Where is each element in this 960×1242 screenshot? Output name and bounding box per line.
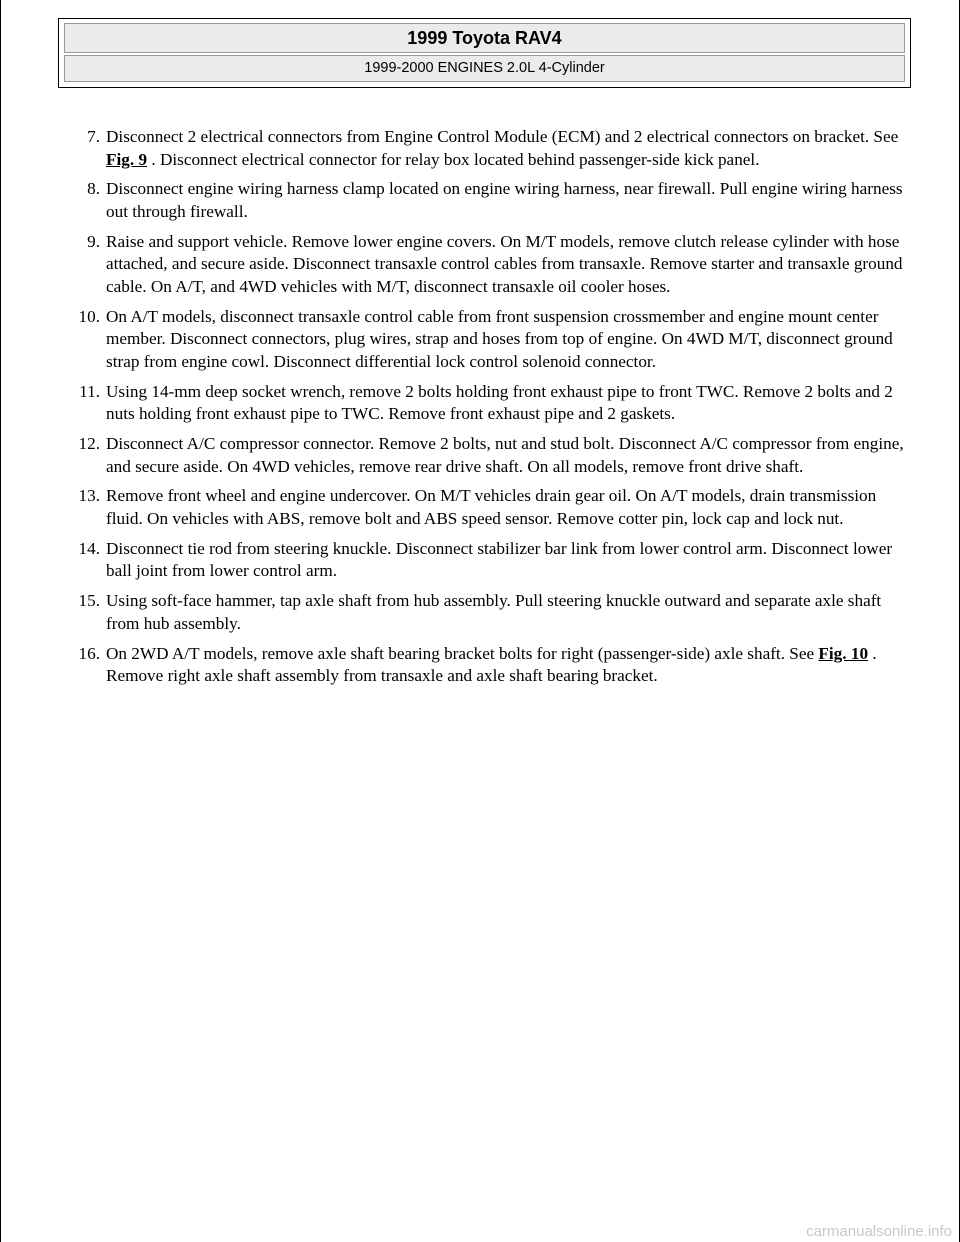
step-number: 13. [78, 486, 100, 506]
figure-link[interactable]: Fig. 9 [106, 149, 148, 169]
step-text: Disconnect A/C compressor connector. Remove 2 bolts, nut and stud bolt. Disconnect A/C compressor from engine, and secure aside. On 4WD vehicles, remove rear drive shaft. On all models, remove front drive shaft. [106, 434, 904, 476]
watermark-text: carmanualsonline.info [806, 1223, 952, 1240]
step-number: 10. [78, 306, 100, 326]
step-text: Disconnect tie rod from steering knuckle. Disconnect stabilizer bar link from lower control arm. Disconnect lower ball joint from lower control arm. [106, 538, 893, 581]
step-number: 11. [79, 381, 100, 401]
procedure-step [62, 643, 908, 688]
document-subtitle: 1999-2000 ENGINES 2.0L 4-Cylinder [64, 55, 905, 82]
step-number: 15. [78, 591, 100, 611]
step-text: . Remove right axle shaft assembly from transaxle and axle shaft bearing bracket. [106, 643, 877, 686]
procedure-step [62, 306, 908, 374]
procedure-step [62, 126, 908, 171]
procedure-step [62, 485, 908, 530]
procedure-steps-list [62, 126, 908, 688]
page-header [58, 18, 911, 88]
figure-link[interactable]: Fig. 10 [818, 643, 869, 663]
step-text: Remove front wheel and engine undercover. On M/T vehicles drain gear oil. On A/T models, drain transmission fluid. On vehicles with ABS, remove bolt and ABS speed sensor. Remove cotter pin, lock cap and lock nut. [106, 486, 877, 529]
step-number: 12. [78, 434, 100, 454]
step-text: Disconnect engine wiring harness clamp located on engine wiring harness, near firewall. Pull engine wiring harness out through firewall. [106, 179, 903, 221]
step-number: 14. [78, 538, 100, 558]
step-number: 8. [87, 179, 100, 199]
procedure-step [62, 590, 908, 635]
step-text: Raise and support vehicle. Remove lower engine covers. On M/T models, remove clutch release cylinder with hose attached, and secure aside. Disconnect transaxle control cables from transaxle. Remove starter and transaxle ground cable. On A/T, and 4WD vehicles with M/T, disconnect transaxle oil cooler hoses. [106, 231, 903, 296]
step-text: . Disconnect electrical connector for relay box located behind passenger-side kick panel. [147, 149, 760, 169]
step-text: On 2WD A/T models, remove axle shaft bearing bracket bolts for right (passenger-side) axle shaft. See [106, 643, 819, 663]
step-text: Disconnect 2 electrical connectors from Engine Control Module (ECM) and 2 electrical connectors on bracket. See [106, 127, 899, 146]
procedure-step [62, 538, 908, 583]
step-number: 9. [87, 231, 100, 251]
procedure-content [62, 126, 908, 695]
step-number: 7. [87, 127, 100, 146]
procedure-step [62, 231, 908, 299]
document-title: 1999 Toyota RAV4 [64, 23, 905, 53]
step-text: On A/T models, disconnect transaxle control cable from front suspension crossmember and engine mount center member. Disconnect connectors, plug wires, strap and hoses from top of engine. On 4WD M/T, disconnect ground strap from engine cowl. Disconnect differential lock control solenoid connector. [106, 306, 893, 371]
procedure-step [62, 178, 908, 223]
procedure-step [62, 381, 908, 426]
procedure-step [62, 433, 908, 478]
step-number: 16. [78, 643, 100, 663]
step-text: Using 14-mm deep socket wrench, remove 2 bolts holding front exhaust pipe to front TWC. Remove 2 bolts and 2 nuts holding front exhaust pipe to TWC. Remove front exhaust pipe and 2 gaskets. [106, 381, 893, 424]
step-text: Using soft-face hammer, tap axle shaft from hub assembly. Pull steering knuckle outward and separate axle shaft from hub assembly. [106, 591, 882, 633]
